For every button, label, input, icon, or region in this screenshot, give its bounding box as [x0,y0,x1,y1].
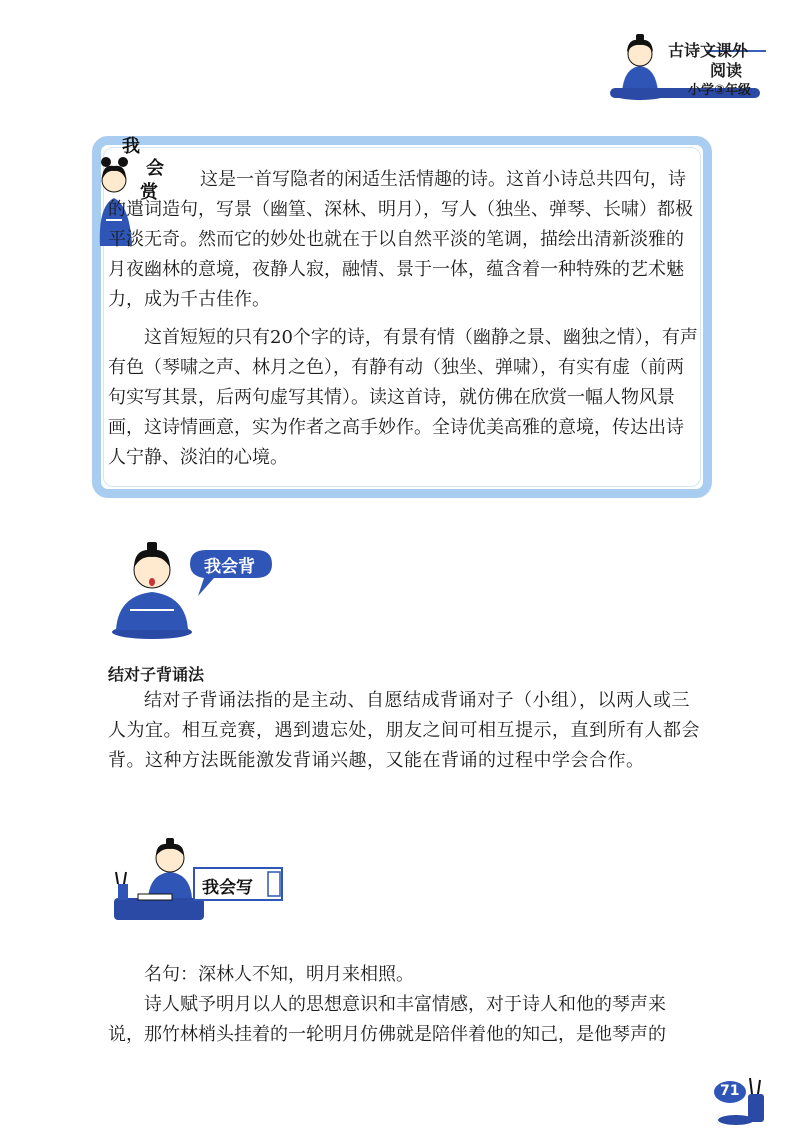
writing-boy-icon [108,838,288,928]
recite-section-badge [110,540,280,640]
appreciation-paragraph-1-text: 这是一首写隐者的闲适生活情趣的诗。这首小诗总共四句，诗的遣词造句，写景（幽篁、深林、明月），写人（独坐、弹琴、长啸）都极平淡无奇。然而它的妙处也就在于以自然平淡的笔调，描绘出清新淡雅的月夜幽林的意境，夜静人寂，融情、景于一体，蕴含着一种特殊的艺术魅力，成为千古佳作。 [108,169,693,310]
famous-line: 名句：深林人不知，明月来相照。 [144,964,414,985]
recite-badge-label: 我会背 [204,557,255,577]
recite-method-title: 结对子背诵法 [108,665,205,684]
write-body-text: 诗人赋予明月以人的思想意识和丰富情感，对于诗人和他的琴声来说，那竹林梢头挂着的一轮明月仿佛就是陪伴着他的知己，是他琴声的 [108,994,666,1045]
book-title-line2: 阅读 [710,61,743,80]
book-title-line1: 古诗文课外 [668,41,749,60]
appreciation-paragraph-2: 这首短短的只有20个字的诗，有景有情（幽静之景、幽独之情），有声有色（琴啸之声、林月之色），有静有动（独坐、弹啸），有实有虚（前两句实写其景，后两句虚写其情）。读这首诗，就仿佛在欣赏一幅人物风景画，这诗情画意，实为作者之高手妙作。全诗优美高雅的意境，传达出诗人宁静、淡泊的心境。 [108,327,698,468]
tag-char-2: 会 [146,158,164,179]
recite-method-body: 结对子背诵法指的是主动、自愿结成背诵对子（小组），以两人或三人为宜。相互竞赛，遇到遗忘处，朋友之间可相互提示，直到所有人都会背。这种方法既能激发背诵兴趣，又能在背诵的过程中学会合作。 [108,690,700,771]
appreciation-paragraph-1 [108,165,700,315]
tag-char-3: 赏 [140,182,158,203]
page-number: 71 [720,1083,740,1099]
grade-subtitle: 小学③年级 [688,83,752,98]
write-badge-label: 我会写 [202,878,253,898]
page-number-badge [712,1076,772,1126]
write-section-badge [108,838,288,928]
tag-char-1: 我 [122,136,140,157]
book-header-badge [610,32,780,104]
